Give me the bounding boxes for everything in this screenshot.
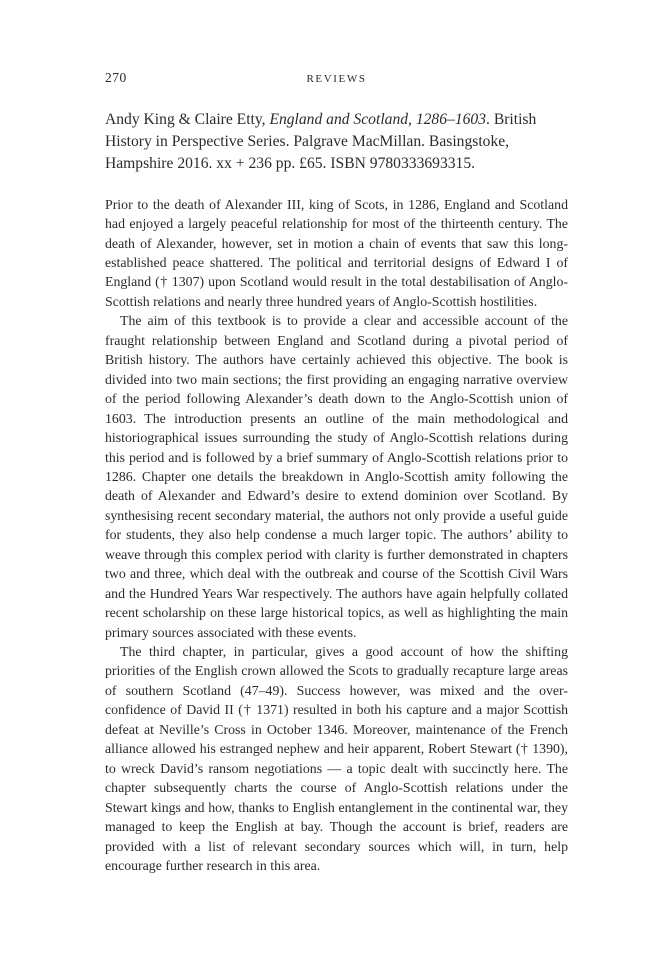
review-paragraph-1: Prior to the death of Alexander III, king of Scots, in 1286, England and Scotland had enjoyed a largely peaceful relationship for most of the thirteenth century. The death of Alexander, however, set in motion a chain of events that saw this long-established peace shattered. The political and territorial designs of Edward I of England († 1307) upon Scotland would result in the total destabilisation of Anglo-Scottish relations and nearly three hundred years of Anglo-Scottish hostilities.: [105, 196, 568, 309]
running-head-title: REVIEWS: [306, 73, 367, 85]
running-header: [105, 70, 568, 86]
book-citation: [105, 109, 568, 176]
review-paragraph-3: The third chapter, in particular, gives a good account of how the shifting priorities of the English crown allowed the Scots to gradually recapture large areas of southern Scotland (47–49). Success however, was mixed and the over-confidence of David II († 1371) resulted in both his capture and a major Scottish defeat at Neville’s Cross in October 1346. Moreover, maintenance of the French alliance allowed his estranged nephew and heir apparent, Robert Stewart († 1390), to wreck David’s ransom negotiations — a topic dealt with succinctly here. The chapter subsequently charts the course of Anglo-Scottish relations under the Stewart kings and how, thanks to English entanglement in the continental war, they managed to keep the English at bay. Though the account is brief, readers are provided with a list of relevant secondary sources which will, in turn, help encourage further research in this area.: [105, 644, 568, 874]
review-paragraph-2: The aim of this textbook is to provide a clear and accessible account of the fraught relationship between England and Scotland during a pivotal period of British history. The authors have certainly achieved this objective. The book is divided into two main sections; the first providing an engaging narrative overview of the period following Alexander’s death down to the Anglo-Scottish union of 1603. The introduction presents an outline of the main methodological and historiographical issues surrounding the study of Anglo-Scottish relations during this period and is followed by a brief summary of Anglo-Scottish relations prior to 1286. Chapter one details the breakdown in Anglo-Scottish amity following the death of Alexander and Edward’s desire to extend dominion over Scotland. By synthesising recent secondary material, the authors not only provide a useful guide for students, they also help condense a much larger topic. The authors’ ability to weave through this complex period with clarity is further demonstrated in chapters two and three, which deal with the outbreak and course of the Scottish Civil Wars and the Hundred Years War respectively. The authors have again helpfully collated recent scholarship on these large historical topics, as well as highlighting the main primary sources associated with these events.: [105, 313, 568, 640]
citation-publication-details: . British History in Perspective Series. Palgrave MacMillan. Basingstoke, Hampshire 2016. xx + 236 pp. £65. ISBN 9780333693315.: [105, 111, 537, 173]
review-body: [105, 195, 568, 876]
citation-authors: Andy King & Claire Etty,: [105, 111, 270, 128]
page-number: 270: [105, 70, 127, 85]
citation-book-title: England and Scotland, 1286–1603: [269, 111, 487, 128]
